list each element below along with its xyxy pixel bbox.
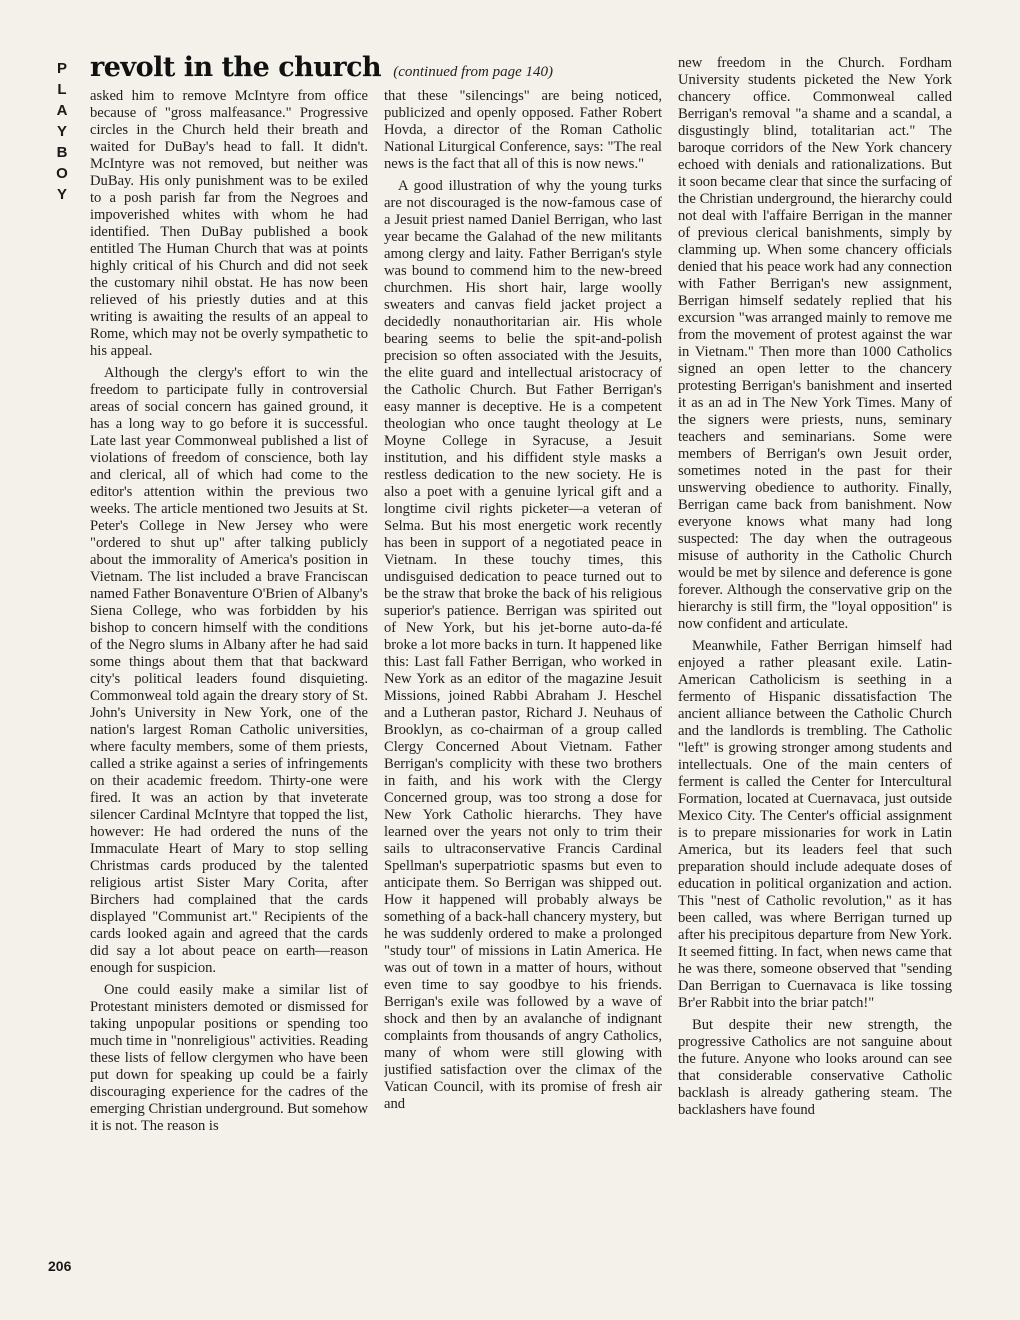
continued-note: (continued from page 140) [393,64,554,80]
paragraph: One could easily make a similar list of Protestant ministers demoted or dismissed for taking unpopular positions or spending too much time in "nonreligious" activities. Reading these lists of fellow clergymen who have been put down for speaking up could be a fairly discouraging experience for the cadres of the emerging Christian underground. But somehow it is not. The reason is [90,982,368,1134]
masthead-letter: A [56,102,68,119]
text-column-3 [678,55,952,1288]
paragraph: Meanwhile, Father Berrigan himself had enjoyed a rather pleasant exile. Latin-American Catholicism is seething in a fermento of Hispanic dissatisfaction The ancient alliance between the Catholic Church and the landlords is trembling. The Catholic "left" is growing stronger among students and intellectuals. One of the main centers of ferment is called the Center for Intercultural Formation, located at Cuernavaca, just outside Mexico City. The Center's official assignment is to prepare missionaries for work in Latin America, but its leaders feel that such preparation should include adequate doses of education in political organization and action. This "nest of Catholic revolution," as it has been called, was where Berrigan turned up after his precipitous departure from New York. It seemed fitting. In fact, when news came that he was there, someone observed that "sending Dan Berrigan to Cuernavaca is like tossing Br'er Rabbit into the briar patch!" [678,638,952,1011]
masthead-letter: L [57,81,67,98]
page-number: 206 [48,1258,72,1274]
paragraph: that these "silencings" are being noticed, publicized and openly opposed. Father Robert Hovda, a director of the Roman Catholic National Liturgical Conference, says: "The real news is the fact that all of this is now news." [384,88,662,172]
masthead-letter: B [56,144,68,161]
paragraph: asked him to remove McIntyre from office because of "gross malfeasance." Progressive circles in the Church held their breath and waited for DuBay's head to fall. It didn't. McIntyre was not removed, but neither was DuBay. His only punishment was to be exiled to a posh parish far from the Negroes and impoverished whites with whom he had identified. Then DuBay published a book entitled The Human Church that was at points highly critical of his Church and did not seek the customary nihil obstat. He has now been relieved of his priestly duties and at this writing is awaiting the results of an appeal to Rome, which may not be overly sympathetic to his appeal. [90,88,368,359]
paragraph: Although the clergy's effort to win the freedom to participate fully in controversial areas of social concern has gained ground, it has a long way to go before it is successful. Late last year Commonweal published a list of violations of freedom of conscience, both lay and clerical, all of which had come to the editor's attention within the previous two weeks. The article mentioned two Jesuits at St. Peter's College in New Jersey who were "ordered to shut up" after talking publicly about the immorality of America's position in Vietnam. The list included a brave Franciscan named Father Bonaventure O'Brien of Albany's Siena College, who was forbidden by his bishop to concern himself with the conditions of the Negro slums in Albany after he had said some things about them that that backward city's political leaders found disquieting. Commonweal told again the dreary story of St. John's University in New York, one of the nation's largest Roman Catholic universities, where faculty members, some of them priests, called a strike against a series of infringements on their academic freedom. Thirty-one were fired. It was an action by that inveterate silencer Cardinal McIntyre that topped the list, however: He had ordered the nuns of the Immaculate Heart of Mary to stop selling Christmas cards produced by the talented religious artist Sister Mary Corita, after Birchers had complained that the cards displayed "Communist art." Recipients of the cards looked again and agreed that the cards did say a lot about peace on earth—reason enough for suspicion. [90,365,368,976]
vertical-masthead [50,58,74,205]
masthead-letter: O [56,165,68,182]
paragraph: But despite their new strength, the progressive Catholics are not sanguine about the future. Anyone who looks around can see that considerable conservative Catholic backlash is already gathering steam. The backlashers have found [678,1017,952,1118]
text-column-2 [384,88,662,1288]
masthead-letter: Y [56,186,67,203]
paragraph: new freedom in the Church. Fordham University students picketed the New York chancery office. Commonweal called Berrigan's removal "a shame and a scandal, a disgustingly blind, totalitarian act." The baroque corridors of the New York chancery echoed with denials and rationalizations. But it soon became clear that since the surfacing of the Christian underground, the hierarchy could not deal with l'affaire Berrigan in the manner of previous clerical banishments, simply by clamming up. When some chancery officials denied that his peace work had any connection with Father Berrigan's new assignment, Berrigan himself sedately replied that his excursion "was arranged mainly to remove me from the movement of protest against the war in Vietnam." Then more than 1000 Catholics signed an open letter to the chancery protesting Berrigan's banishment and inserted it as an ad in The New York Times. Many of the signers were priests, nuns, seminary teachers and seminarians. Some were members of Berrigan's own Jesuit order, sometimes noted in the past for their unswerving obedience to authority. Finally, Berrigan came back from banishment. Now everyone knows what many had long suspected: The day when the outrageous misuse of authority in the Catholic Church would be met by silence and deference is gone forever. Although the conservative grip on the hierarchy is still firm, the "loyal opposition" is now confident and articulate. [678,55,952,632]
article-title: revolt in the church [90,52,382,83]
masthead-letter: P [56,60,67,77]
article-heading [90,52,690,90]
masthead-letter: Y [56,123,67,140]
text-column-1 [90,88,368,1288]
paragraph: A good illustration of why the young turks are not discouraged is the now-famous case of a Jesuit priest named Daniel Berrigan, who last year became the Galahad of the new militants among clergy and laity. Father Berrigan's style was bound to commend him to the new-breed churchmen. His short hair, large woolly sweaters and canvas field jacket project a decidedly nonauthoritarian air. His whole bearing seems to belie the spit-and-polish precision so often associated with the Jesuits, the elite guard and intellectual aristocracy of the Catholic Church. But Father Berrigan's easy manner is deceptive. He is a competent theologian who once taught theology at Le Moyne College in Syracuse, a Jesuit institution, and his diffident style masks a restless dedication to the new society. He is also a poet with a genuine lyrical gift and a longtime civil rights picketer—a veteran of Selma. But his most energetic work recently has been in support of a negotiated peace in Vietnam. In these touchy times, this undisguised dedication to peace turned out to be the straw that broke the back of his religious superior's patience. Berrigan was spirited out of New York, but his jet-borne auto-da-fé broke a lot more backs in turn. It happened like this: Last fall Father Berrigan, who worked in New York as an editor of the magazine Jesuit Missions, joined Rabbi Abraham J. Heschel and a Lutheran pastor, Richard J. Neuhaus of Brooklyn, as co-chairman of a group called Clergy Concerned About Vietnam. Father Berrigan's complicity with these two brothers in faith, and his work with the Clergy Concerned group, was too strong a dose for New York Catholic hierarchs. They have learned over the years not only to trim their sails to ultraconservative Francis Cardinal Spellman's superpatriotic spasms but even to anticipate them. So Berrigan was shipped out. How it happened will probably always be something of a back-hall chancery mystery, but he was suddenly ordered to make a prolonged "study tour" of missions in Latin America. He was out of town in a matter of hours, without even time to say goodbye to his friends. Berrigan's exile was followed by a wave of shock and then by an avalanche of indignant complaints from thousands of angry Catholics, many of whom were still glowing with justified satisfaction over the climax of the Vatican Council, with its promise of fresh air and [384,178,662,1112]
